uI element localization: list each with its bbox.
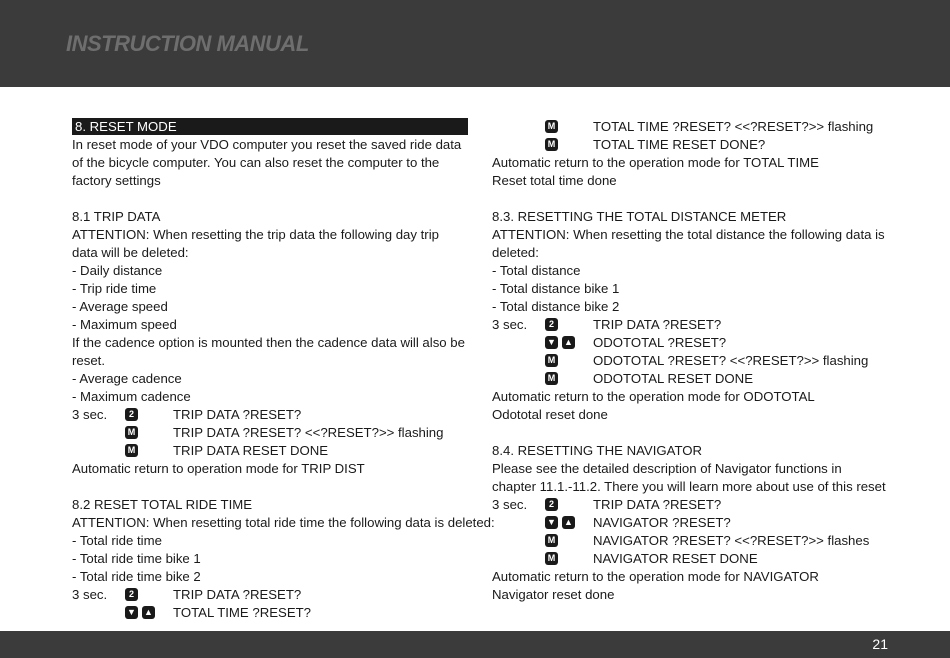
button-m-icon: M bbox=[545, 354, 558, 367]
auto-return-note: Automatic return to the operation mode for NAVIGATOR bbox=[492, 569, 819, 584]
list-item: - Maximum cadence bbox=[72, 389, 191, 404]
button-m-icon: M bbox=[125, 444, 138, 457]
step-display: TRIP DATA RESET DONE bbox=[173, 443, 329, 458]
list-item: - Total ride time bike 1 bbox=[72, 551, 201, 566]
step-display: ODOTOTAL RESET DONE bbox=[593, 371, 753, 386]
step-display: TOTAL TIME ?RESET? <<?RESET?>> flashing bbox=[593, 119, 874, 134]
step-row bbox=[492, 136, 888, 154]
step-row bbox=[492, 352, 888, 370]
list-item: - Maximum speed bbox=[72, 317, 177, 332]
button-m-icon: M bbox=[125, 426, 138, 439]
button-m-icon: M bbox=[545, 534, 558, 547]
list-item: - Total distance bbox=[492, 263, 581, 278]
step-row bbox=[492, 118, 888, 136]
auto-return-note: Automatic return to the operation mode for TOTAL TIME bbox=[492, 155, 819, 170]
step-display: NAVIGATOR ?RESET? <<?RESET?>> flashes bbox=[593, 533, 870, 548]
step-row bbox=[492, 532, 888, 550]
step-duration: 3 sec. bbox=[72, 587, 108, 602]
step-duration: 3 sec. bbox=[72, 407, 108, 422]
arrow-up-icon: ▲ bbox=[562, 516, 575, 529]
button-2-icon: 2 bbox=[125, 588, 138, 601]
step-row bbox=[72, 586, 468, 604]
arrow-up-icon: ▲ bbox=[562, 336, 575, 349]
ride-time-attention: ATTENTION: When resetting total ride time the following data is deleted: bbox=[72, 515, 495, 530]
step-row bbox=[492, 316, 888, 334]
auto-return-note: Automatic return to the operation mode for ODOTOTAL bbox=[492, 389, 815, 404]
list-item: - Average speed bbox=[72, 299, 168, 314]
step-display: TRIP DATA ?RESET? bbox=[593, 317, 722, 332]
list-item: - Total ride time bike 2 bbox=[72, 569, 201, 584]
page-footer bbox=[0, 631, 950, 658]
button-m-icon: M bbox=[545, 120, 558, 133]
step-row bbox=[492, 496, 888, 514]
cadence-note: If the cadence option is mounted then the cadence data will also be reset. bbox=[72, 335, 465, 368]
step-duration: 3 sec. bbox=[492, 317, 528, 332]
auto-return-note: Automatic return to operation mode for TRIP DIST bbox=[72, 461, 365, 476]
page-number: 21 bbox=[872, 636, 888, 652]
step-display: TRIP DATA ?RESET? bbox=[173, 587, 302, 602]
step-row bbox=[492, 370, 888, 388]
step-display: TOTAL TIME RESET DONE? bbox=[593, 137, 766, 152]
section-title: 8. RESET MODE bbox=[72, 118, 468, 135]
step-row bbox=[72, 604, 468, 622]
step-display: TOTAL TIME ?RESET? bbox=[173, 605, 312, 620]
reset-done-note: Reset total time done bbox=[492, 173, 617, 188]
right-column bbox=[492, 118, 888, 604]
step-row bbox=[492, 514, 888, 532]
button-2-icon: 2 bbox=[545, 498, 558, 511]
button-2-icon: 2 bbox=[125, 408, 138, 421]
intro-text: In reset mode of your VDO computer you reset the saved ride data of the bicycle computer. You can also reset the computer to the factory settings bbox=[72, 137, 462, 188]
step-row bbox=[72, 424, 468, 442]
reset-done-note: Odototal reset done bbox=[492, 407, 608, 422]
list-item: - Daily distance bbox=[72, 263, 163, 278]
step-display: NAVIGATOR RESET DONE bbox=[593, 551, 758, 566]
distance-heading: 8.3. RESETTING THE TOTAL DISTANCE METER bbox=[492, 209, 787, 224]
list-item: - Trip ride time bbox=[72, 281, 157, 296]
arrow-down-icon: ▼ bbox=[545, 516, 558, 529]
button-m-icon: M bbox=[545, 138, 558, 151]
trip-attention: ATTENTION: When resetting the trip data the following day trip data will be deleted: bbox=[72, 227, 439, 260]
arrow-up-icon: ▲ bbox=[142, 606, 155, 619]
step-row bbox=[492, 334, 888, 352]
distance-attention: ATTENTION: When resetting the total distance the following data is deleted: bbox=[492, 227, 885, 260]
step-row bbox=[492, 550, 888, 568]
trip-heading: 8.1 TRIP DATA bbox=[72, 209, 161, 224]
button-m-icon: M bbox=[545, 372, 558, 385]
step-display: ODOTOTAL ?RESET? bbox=[593, 335, 727, 350]
button-2-icon: 2 bbox=[545, 318, 558, 331]
list-item: - Total distance bike 2 bbox=[492, 299, 620, 314]
ride-time-heading: 8.2 RESET TOTAL RIDE TIME bbox=[72, 497, 253, 512]
step-row bbox=[72, 406, 468, 424]
list-item: - Total distance bike 1 bbox=[492, 281, 620, 296]
reset-done-note: Navigator reset done bbox=[492, 587, 615, 602]
step-display: ODOTOTAL ?RESET? <<?RESET?>> flashing bbox=[593, 353, 869, 368]
list-item: - Total ride time bbox=[72, 533, 162, 548]
step-row bbox=[72, 442, 468, 460]
navigator-description: Please see the detailed description of Navigator functions in chapter 11.1.-11.2. There you will learn more about use of this reset bbox=[492, 461, 886, 494]
list-item: - Average cadence bbox=[72, 371, 182, 386]
page-header bbox=[0, 0, 950, 87]
button-m-icon: M bbox=[545, 552, 558, 565]
arrow-down-icon: ▼ bbox=[545, 336, 558, 349]
step-display: TRIP DATA ?RESET? bbox=[173, 407, 302, 422]
manual-title: INSTRUCTION MANUAL bbox=[66, 31, 309, 56]
step-display: TRIP DATA ?RESET? bbox=[593, 497, 722, 512]
step-display: NAVIGATOR ?RESET? bbox=[593, 515, 731, 530]
step-display: TRIP DATA ?RESET? <<?RESET?>> flashing bbox=[173, 425, 444, 440]
navigator-heading: 8.4. RESETTING THE NAVIGATOR bbox=[492, 443, 703, 458]
arrow-down-icon: ▼ bbox=[125, 606, 138, 619]
step-duration: 3 sec. bbox=[492, 497, 528, 512]
left-column bbox=[72, 118, 495, 622]
